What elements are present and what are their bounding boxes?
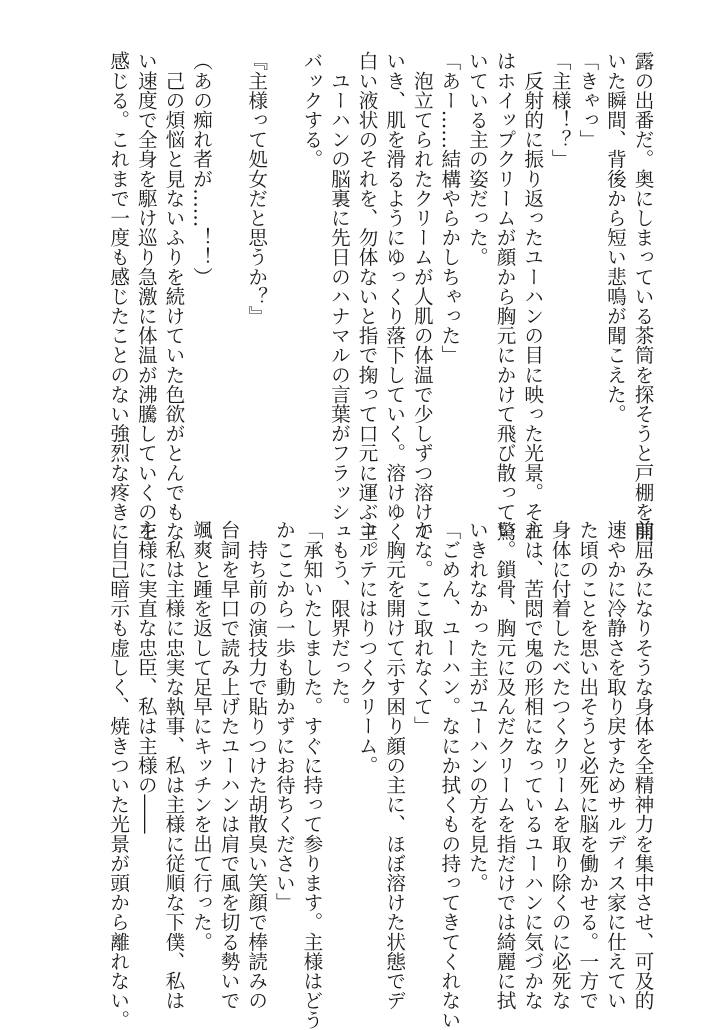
text-line: た頃のことを思い出そうと必死に脳を働かせる。一方で (575, 520, 599, 1010)
text-line: バックする。 (299, 51, 323, 169)
text-line: 主は、苦悶で鬼の形相になっているユーハンに気づかな (520, 520, 544, 1010)
text-line: もう、限界だった。 (327, 520, 351, 716)
text-line: いき、肌を滑るようにゆっくり落下していく。溶けゆく (382, 51, 406, 541)
text-line (270, 51, 298, 497)
text-line: 自己暗示も虚しく、焼きついた光景が頭から離れない。 (106, 520, 130, 1030)
text-line: かな。ここ取れなくて」 (410, 520, 434, 736)
text-line: 速やかに冷静さを取り戻すためサルディス家に仕えてい (603, 520, 627, 1010)
text-line: ユーハンの脳裏に先日のハナマルの言葉がフラッシュ (327, 51, 351, 541)
text-line: 露の出番だ。奥にしまっている茶筒を探そうと戸棚を開 (631, 51, 654, 541)
text-line: 「承知いたしました。すぐに持って参ります。主様はどう (299, 520, 323, 1030)
text-line: いきれなかった主がユーハンの方を見た。 (465, 520, 489, 893)
text-line: 「ごめん、ユーハン。なにか拭くもの持ってきてくれない (437, 520, 461, 1030)
text-line: いている主の姿だった。 (465, 51, 489, 267)
text-line (215, 51, 243, 497)
text-line: 身体に付着したべたつくクリームを取り除くのに必死な (548, 520, 572, 1010)
text-line: 感じる。これまで一度も感じたことのない強烈な疼きに (106, 51, 130, 541)
text-line: 「きゃっ」 (575, 51, 599, 149)
text-line: 私は主様に忠実な執事、私は主様に従順な下僕、私は (161, 520, 185, 1010)
upper-text-block (104, 51, 656, 561)
text-line: 前屈みになりそうな身体を全精神力を集中させ、可及的 (631, 520, 654, 1010)
text-line: 『主様って処女だと思うか？』 (244, 51, 268, 326)
text-line: コルテにはりつくクリーム。 (355, 520, 379, 775)
text-line: はホイップクリームが顔から胸元にかけて飛び散って驚 (493, 51, 517, 541)
lower-text-block (104, 520, 656, 1030)
text-line: 己の煩悩と見ないふりを続けていた色欲がとんでもな (161, 51, 185, 541)
text-line: 持ち前の演技力で貼りつけた胡散臭い笑顔で棒読みの (244, 520, 268, 1010)
text-line: 胸元を開けて示す困り顔の主に、ほぼ溶けた状態でデ (382, 520, 406, 1010)
text-line: 泡立てられたクリームが人肌の体温で少しずつ溶けて (410, 51, 434, 541)
text-line: 白い液状のそれを、勿体ないと指で掬って口元に運ぶ主。 (355, 51, 379, 561)
text-line: （あの痴れ者が……！！） (189, 51, 213, 287)
text-line: 「主様！？」 (548, 51, 572, 169)
text-line: かここから一歩も動かずにお待ちください」 (272, 520, 296, 912)
text-line: 主様に実直な忠臣、私は主様の―― (134, 520, 158, 834)
text-line: 「あー……結構やらかしちゃった」 (437, 51, 461, 365)
text-line: 反射的に振り返ったユーハンの目に映った光景。それ (520, 51, 544, 541)
text-line: いた瞬間、背後から短い悲鳴が聞こえた。 (603, 51, 627, 424)
text-line: い。鎖骨、胸元に及んだクリームを指だけでは綺麗に拭 (493, 520, 517, 1010)
text-line: 台詞を早口で読み上げたユーハンは肩で風を切る勢いで (217, 520, 241, 1010)
text-line: い速度で全身を駆け巡り急激に体温が沸騰していくのを (134, 51, 158, 541)
text-line: 颯爽と踵を返して足早にキッチンを出て行った。 (189, 520, 213, 952)
